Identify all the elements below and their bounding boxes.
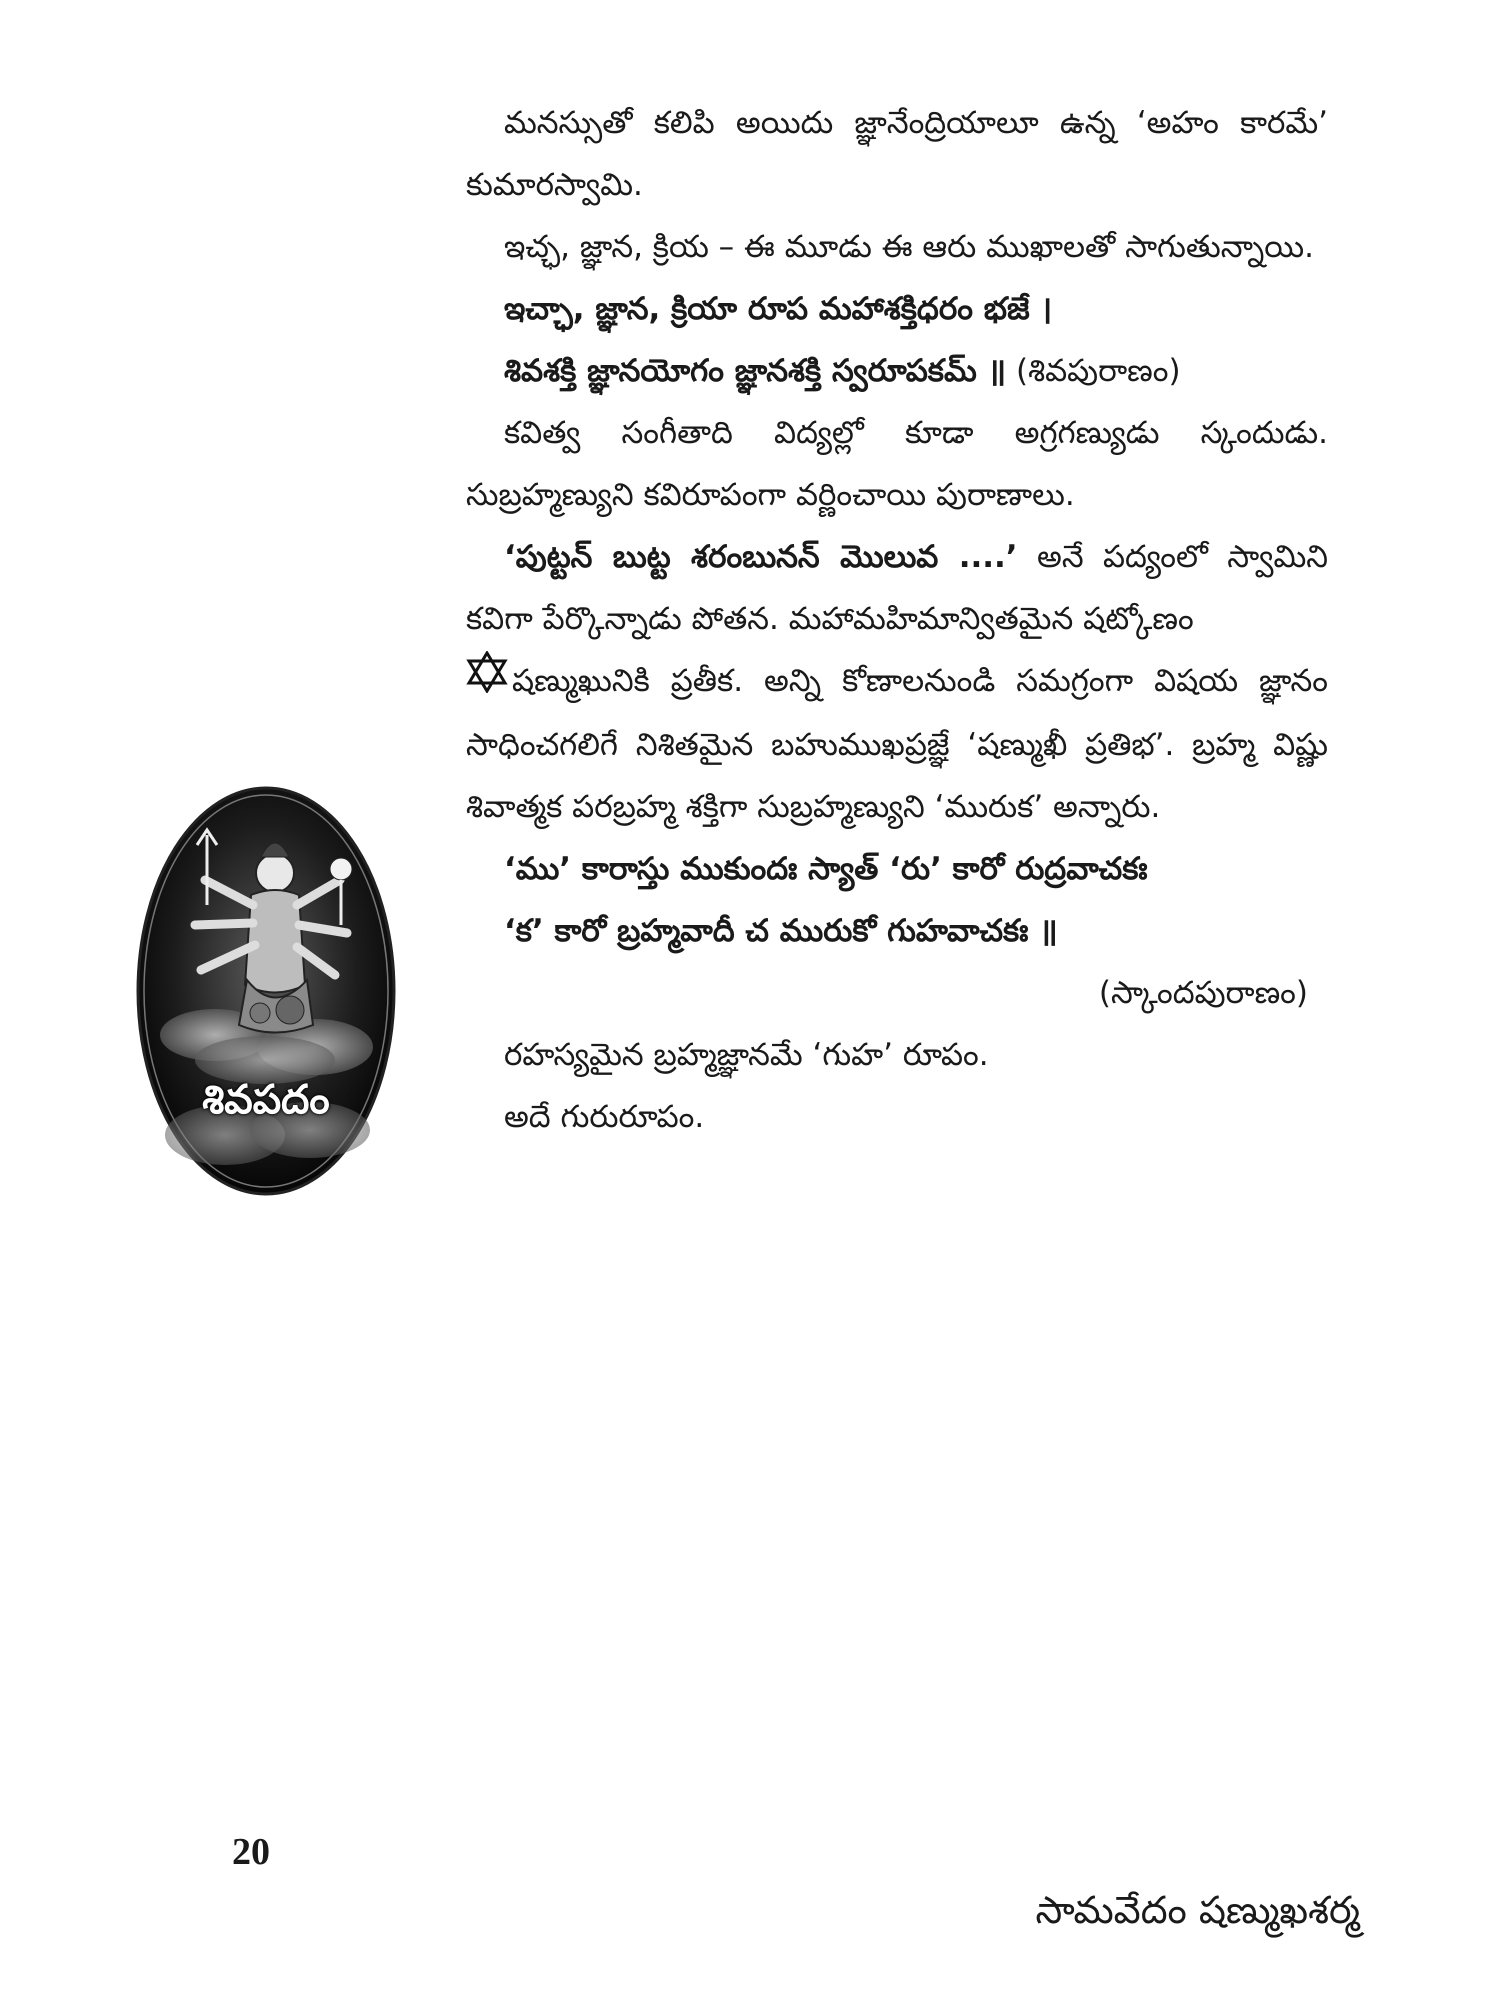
- paragraph-pothana-rest: అనే పద్యంలో స్వామిని కవిగా పేర్కొన్నాడు పోతన. మహామహిమాన్వితమైన షట్కోణం: [466, 539, 1328, 637]
- main-text: [466, 92, 1328, 1148]
- shloka-2-line-1: ‘ము’ కారాస్తు ముకుందః స్యాత్ ‘రు’ కారో రుద్రవాచకః: [504, 851, 1148, 887]
- paragraph-shanmukhi-text: షణ్ముఖునికి ప్రతీక. అన్ని కోణాలనుండి సమగ్రంగా విషయ జ్ఞానం సాధించగలిగే నిశితమైన బహుముఖప్రజ్ఞే ‘షణ్ముఖీ ప్రతిభ’. బ్రహ్మ విష్ణు శివాత్మక పరబ్రహ్మ శక్తిగా సుబ్రహ్మణ్యుని ‘మురుక’ అన్నారు.: [466, 663, 1328, 825]
- shloka-1-line-2: [466, 340, 1328, 402]
- six-faced-deity-oval-emblem: [135, 785, 397, 1197]
- paragraph-guru: అదే గురురూపం.: [504, 1099, 705, 1135]
- shloka-2-source: (స్కాందపురాణం): [1098, 975, 1308, 1011]
- shloka-1-source: (శివపురాణం): [1015, 353, 1181, 389]
- paragraph-iccha-jnana-kriya: ఇచ్ఛ, జ్ఞాన, క్రియ – ఈ మూడు ఈ ఆరు ముఖాలతో సాగుతున్నాయి.: [504, 229, 1314, 265]
- emblem-caption: శివపదం: [202, 1077, 330, 1123]
- padyam-quote: ‘పుట్టన్ బుట్ట శరంబునన్ మొలువ ....’: [504, 539, 1018, 575]
- paragraph-guha: రహస్యమైన బ్రహ్మజ్ఞానమే ‘గుహ’ రూపం.: [504, 1037, 989, 1073]
- star-of-david-icon: [466, 651, 508, 714]
- shloka-1-line-2-text: శివశక్తి జ్ఞానయోగం జ్ఞానశక్తి స్వరూపకమ్ ॥: [504, 353, 1007, 389]
- page-number: 20: [232, 1831, 270, 1873]
- paragraph-ahamkara: మనస్సుతో కలిపి అయిదు జ్ఞానేంద్రియాలూ ఉన్న ‘అహం కారమే’ కుమారస్వామి.: [466, 105, 1328, 203]
- shloka-2-line-2: ‘క’ కారో బ్రహ్మవాదీ చ మురుకో గుహవాచకః ॥: [504, 913, 1058, 949]
- shloka-1-line-1: ఇచ్ఛా, జ్ఞాన, క్రియా రూప మహాశక్తిధరం భజే ।: [504, 291, 1053, 327]
- paragraph-shanmukhi: [466, 650, 1328, 838]
- paragraph-kavitva: కవిత్వ సంగీతాది విద్యల్లో కూడా అగ్రగణ్యుడు స్కందుడు. సుబ్రహ్మణ్యుని కవిరూపంగా వర్ణించాయి పురాణాలు.: [466, 415, 1328, 513]
- author-name: సామవేదం షణ్ముఖశర్మ: [1035, 1888, 1360, 1932]
- paragraph-pothana: [466, 526, 1328, 650]
- shivapadam-emblem: [135, 785, 397, 1197]
